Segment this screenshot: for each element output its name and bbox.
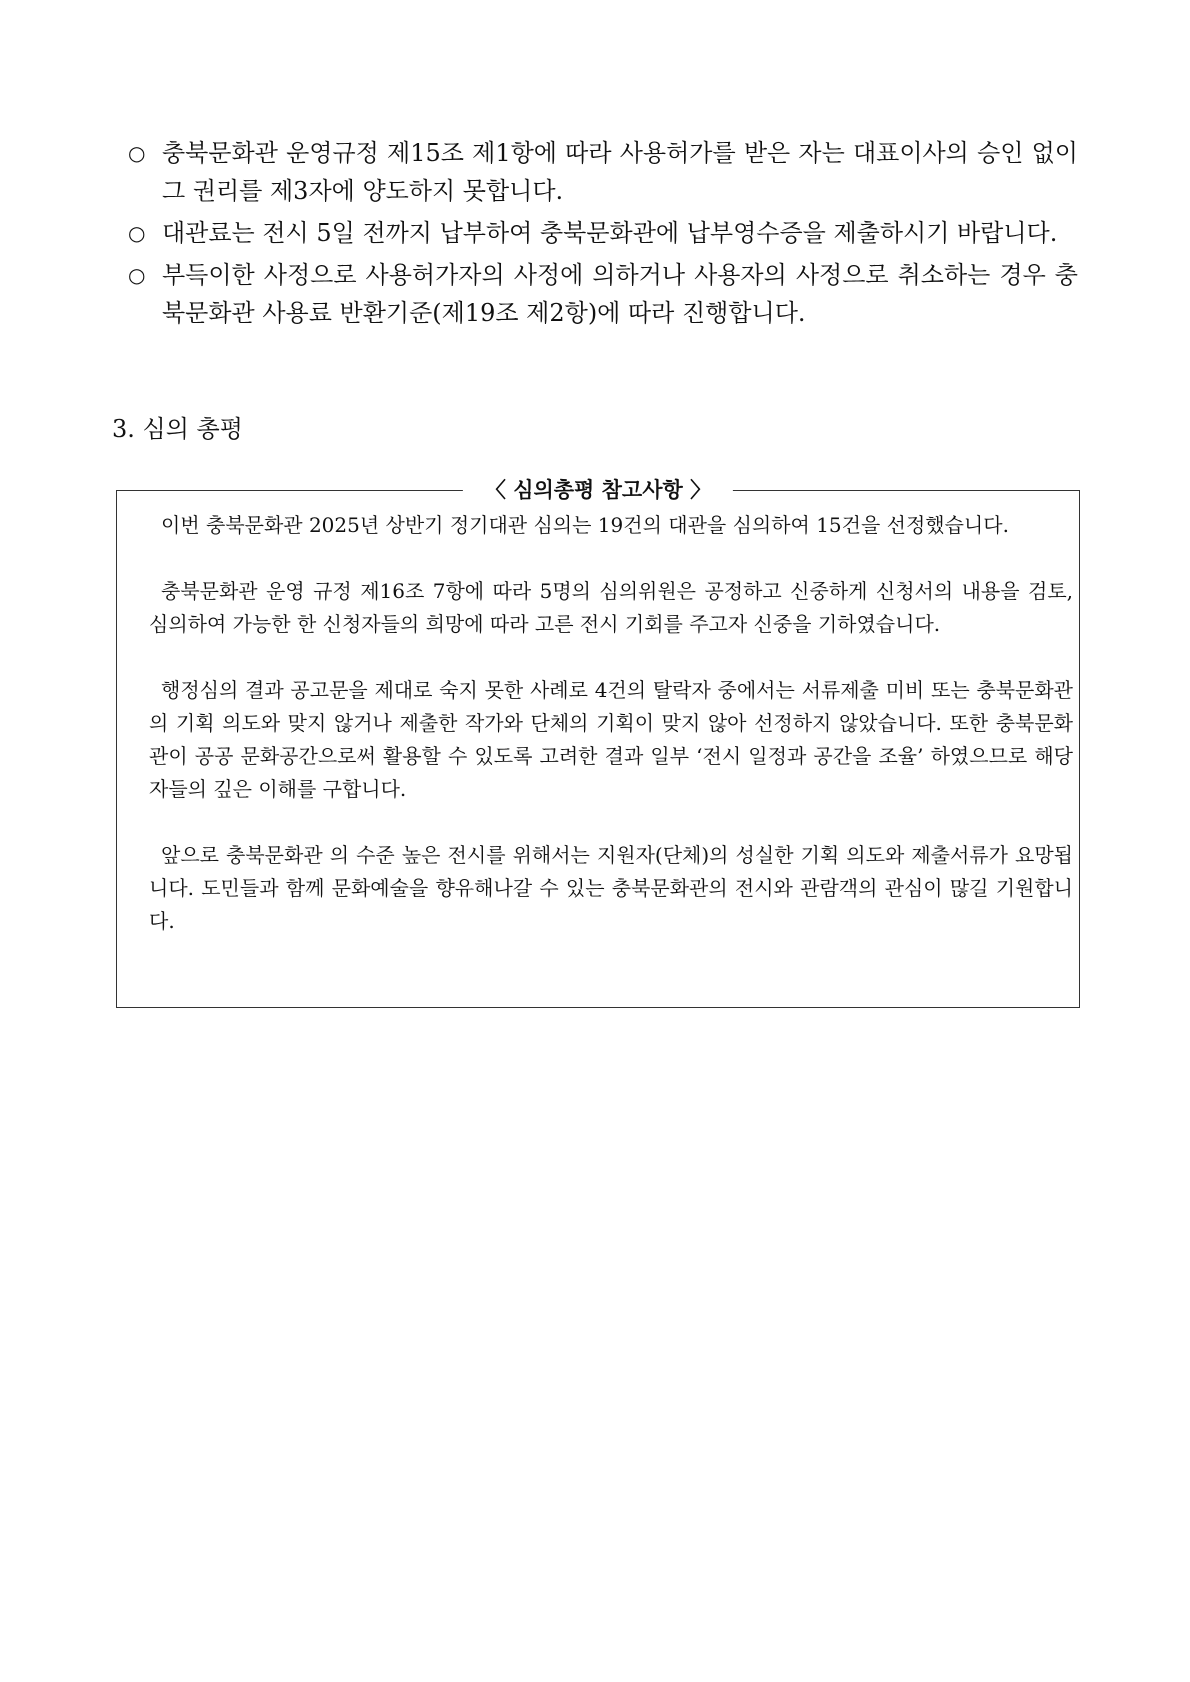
circle-bullet-icon: ○ <box>128 141 146 165</box>
review-paragraph: 충북문화관 운영 규정 제16조 7항에 따라 5명의 심의위원은 공정하고 신중하게 신청서의 내용을 검토, 심의하여 가능한 한 신청자들의 희망에 따라 고른 전시 기회를 주고자 신중을 기하였습니다. <box>149 579 1073 636</box>
circle-bullet-icon: ○ <box>128 263 146 287</box>
circle-bullet-icon: ○ <box>128 221 146 245</box>
notice-bullet-list <box>128 134 1078 336</box>
review-summary-box <box>116 478 1080 1008</box>
review-paragraph: 이번 충북문화관 2025년 상반기 정기대관 심의는 19건의 대관을 심의하여 15건을 선정했습니다. <box>161 513 1009 537</box>
review-box-content <box>149 509 1073 938</box>
notice-item-text: 대관료는 전시 5일 전까지 납부하여 충북문화관에 납부영수증을 제출하시기 바랍니다. <box>162 219 1058 247</box>
notice-item-transfer <box>128 134 1078 210</box>
review-paragraph: 행정심의 결과 공고문을 제대로 숙지 못한 사례로 4건의 탈락자 중에서는 서류제출 미비 또는 충북문화관의 기획 의도와 맞지 않거나 제출한 작가와 단체의 기획이 맞지 않아 선정하지 않았습니다. 또한 충북문화관이 공공 문화공간으로써 활용할 수 있도록 고려한 결과 일부 ‘전시 일정과 공간을 조율’ 하였으므로 해당자들의 깊은 이해를 구합니다. <box>149 678 1073 801</box>
notice-item-text: 부득이한 사정으로 사용허가자의 사정에 의하거나 사용자의 사정으로 취소하는 경우 충북문화관 사용료 반환기준(제19조 제2항)에 따라 진행합니다. <box>162 261 1078 327</box>
notice-item-payment <box>128 214 1078 252</box>
review-paragraph: 앞으로 충북문화관 의 수준 높은 전시를 위해서는 지원자(단체)의 성실한 기획 의도와 제출서류가 요망됩니다. 도민들과 함께 문화예술을 향유해나갈 수 있는 충북문화관의 전시와 관람객의 관심이 많길 기원합니다. <box>149 843 1073 933</box>
section-heading: 3. 심의 총평 <box>112 415 243 443</box>
review-box-title: 〈 심의총평 참고사항 〉 <box>463 475 733 505</box>
notice-item-refund <box>128 256 1078 332</box>
notice-item-text: 충북문화관 운영규정 제15조 제1항에 따라 사용허가를 받은 자는 대표이사의 승인 없이 그 권리를 제3자에 양도하지 못합니다. <box>162 139 1078 205</box>
